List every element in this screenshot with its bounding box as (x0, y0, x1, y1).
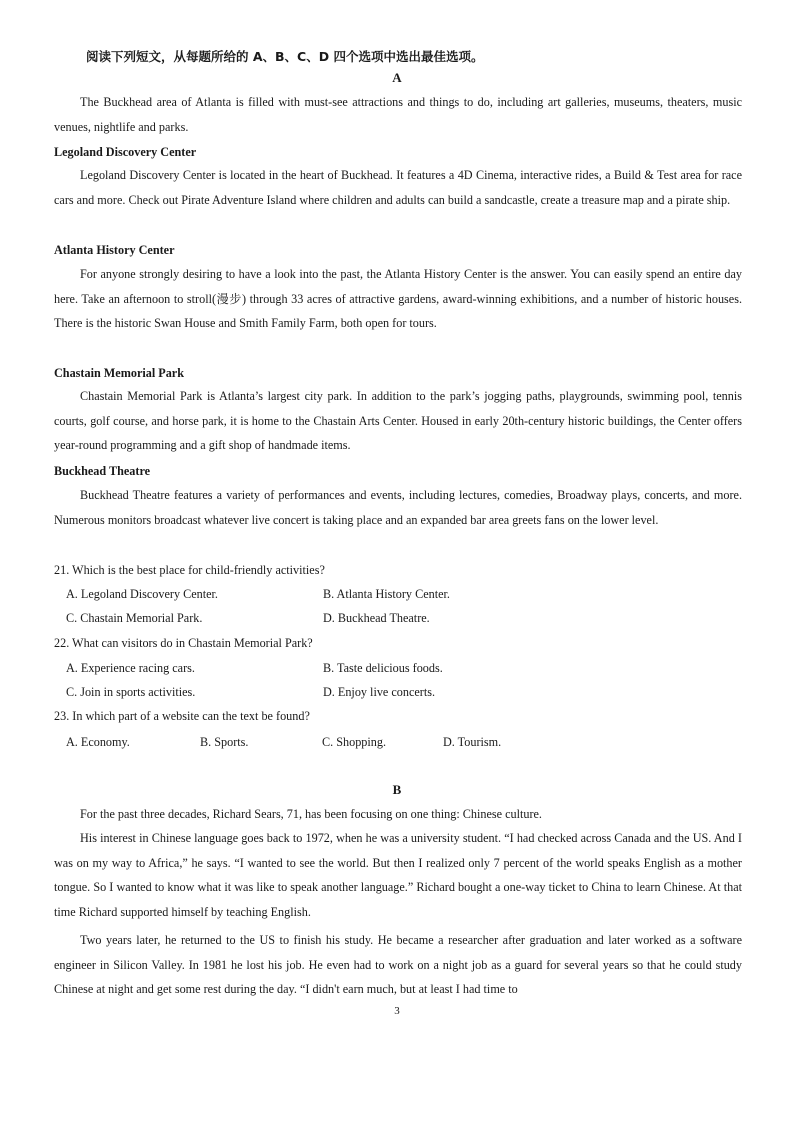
reading-instruction: 阅读下列短文，从每题所给的 A、B、C、D 四个选项中选出最佳选项。 (86, 49, 484, 64)
question-23-option-d: D. Tourism. (443, 735, 502, 749)
section-text-legoland: Legoland Discovery Center is located in the heart of Buckhead. It features a 4D Cinema, interactive rides, a Build & Test area for race cars and more. Check out Pirate Adventure Island where children and adults can build a sandcastle, create a treasure map and a pirate ship. (54, 168, 742, 207)
question-22-option-c: C. Join in sports activities. (66, 685, 196, 699)
passage-b-heading: B (392, 782, 402, 797)
question-23-option-a: A. Economy. (66, 735, 130, 749)
question-21-option-c: C. Chastain Memorial Park. (66, 611, 203, 625)
passage-a-intro: The Buckhead area of Atlanta is filled with must-see attractions and things to do, including art galleries, museums, theaters, music venues, nightlife and parks. (54, 95, 742, 134)
question-22-option-d: D. Enjoy live concerts. (323, 685, 436, 699)
question-21-option-d: D. Buckhead Theatre. (323, 611, 430, 625)
question-23-stem: 23. In which part of a website can the text be found? (54, 709, 310, 723)
question-21-stem: 21. Which is the best place for child-friendly activities? (54, 563, 325, 577)
section-title-history-center: Atlanta History Center (54, 243, 175, 257)
question-22-option-b: B. Taste delicious foods. (323, 661, 443, 675)
passage-b-paragraph-2: His interest in Chinese language goes back to 1972, when he was a university student. “I had checked across Canada and the US. And I was on my way to Africa,” he says. “I wanted to see the world. But then I realized only 7 percent of the world speaks English as a mother tongue. So I wanted to know what it was like to speak another language.” Richard bought a one-way ticket to China to learn Chinese. At that time Richard supported himself by teaching English. (54, 831, 742, 919)
question-23-option-c: C. Shopping. (322, 735, 386, 749)
question-21-option-a: A. Legoland Discovery Center. (66, 587, 218, 601)
question-22-option-a: A. Experience racing cars. (66, 661, 195, 675)
passage-b-paragraph-3: Two years later, he returned to the US to finish his study. He became a researcher after graduation and later worked as a software engineer in Silicon Valley. In 1981 he lost his job. He even had to work on a night job as a guard for several years so that he could study Chinese at night and get some rest during the day. “I didn't earn much, but at least I had time to (54, 933, 742, 996)
section-text-buckhead-theatre: Buckhead Theatre features a variety of performances and events, including lectures, comedies, Broadway plays, concerts, and more. Numerous monitors broadcast whatever live concert is taking place and an expanded bar area greets fans on the lower level. (54, 488, 742, 527)
page-number: 3 (394, 1005, 400, 1017)
passage-a-heading: A (392, 70, 402, 85)
passage-b-paragraph-1: For the past three decades, Richard Sears, 71, has been focusing on one thing: Chinese culture. (80, 807, 542, 821)
section-title-chastain-park: Chastain Memorial Park (54, 366, 184, 380)
section-title-legoland: Legoland Discovery Center (54, 145, 197, 159)
question-22-stem: 22. What can visitors do in Chastain Memorial Park? (54, 636, 313, 650)
question-23-option-b: B. Sports. (200, 735, 249, 749)
section-title-buckhead-theatre: Buckhead Theatre (54, 464, 151, 478)
section-text-history-center: For anyone strongly desiring to have a look into the past, the Atlanta History Center is the answer. You can easily spend an entire day here. Take an afternoon to stroll(漫步) through 33 acres of attractive gardens, award-winning exhibitions, and a number of historic houses. There is the historic Swan House and Smith Family Farm, both open for tours. (54, 267, 742, 330)
section-text-chastain-park: Chastain Memorial Park is Atlanta’s largest city park. In addition to the park’s jogging paths, playgrounds, swimming pool, tennis courts, golf course, and horse park, it is home to the Chastain Arts Center. Housed in early 20th-century historic buildings, the Center offers year-round programming and a gift shop of handmade items. (54, 389, 742, 452)
question-21-option-b: B. Atlanta History Center. (323, 587, 450, 601)
